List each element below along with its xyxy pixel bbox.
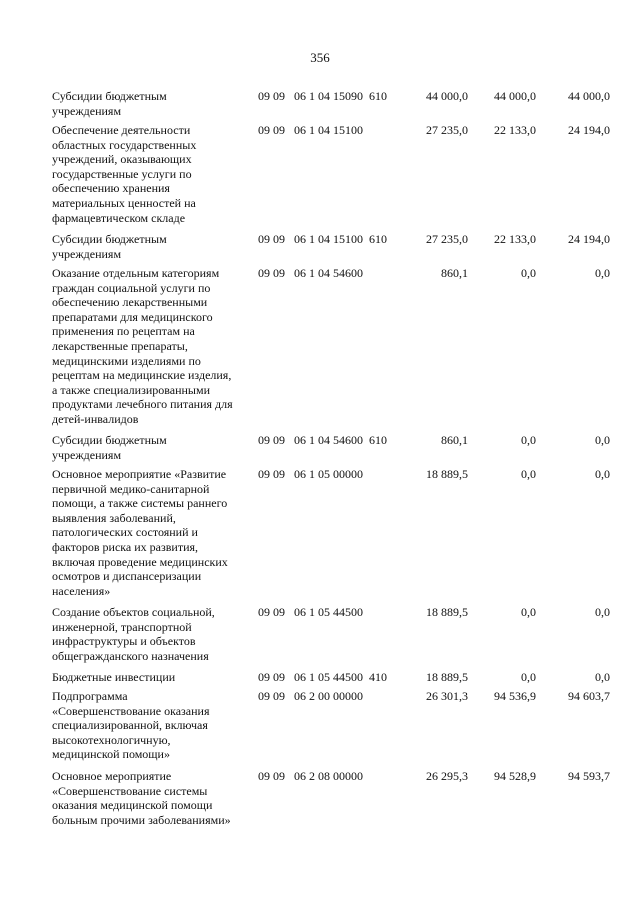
row-value-2: 0,0 bbox=[521, 467, 536, 481]
row-name: Основное мероприятие «Развитие первичной медико-санитарной помощи, а также системы раннего выявления заболеваний, патологических состояний и факторов риска их развития, включая проведение медицинских осмотров и диспансеризации населения» bbox=[52, 467, 228, 598]
row-value-2: 22 133,0 bbox=[494, 232, 536, 246]
page-number: 356 bbox=[310, 50, 330, 65]
row-value-2: 0,0 bbox=[521, 605, 536, 619]
row-value-3: 94 603,7 bbox=[568, 689, 610, 703]
row-name: Субсидии бюджетным учреждениям bbox=[52, 232, 167, 261]
row-value-3: 0,0 bbox=[595, 467, 610, 481]
row-value-1: 27 235,0 bbox=[426, 123, 468, 137]
row-value-1: 18 889,5 bbox=[426, 605, 468, 619]
row-value-1: 44 000,0 bbox=[426, 89, 468, 103]
row-value-3: 0,0 bbox=[595, 605, 610, 619]
row-name: Основное мероприятие «Совершенствование системы оказания медицинской помощи больным прочими заболеваниями» bbox=[52, 769, 231, 827]
row-name: Субсидии бюджетным учреждениям bbox=[52, 89, 167, 118]
row-name: Бюджетные инвестиции bbox=[52, 670, 176, 684]
row-value-3: 94 593,7 bbox=[568, 769, 610, 783]
row-code: 09 09 06 2 00 00000 bbox=[258, 689, 363, 703]
row-name: Создание объектов социальной, инженерной, транспортной инфраструктуры и объектов общегражданского назначения bbox=[52, 605, 215, 663]
row-code: 09 09 06 1 04 15090 610 bbox=[258, 89, 387, 103]
row-value-2: 0,0 bbox=[521, 266, 536, 280]
row-value-3: 0,0 bbox=[595, 670, 610, 684]
row-code: 09 09 06 1 04 54600 bbox=[258, 266, 363, 280]
row-code: 09 09 06 1 05 44500 410 bbox=[258, 670, 387, 684]
row-value-1: 860,1 bbox=[441, 433, 468, 447]
row-code: 09 09 06 1 04 54600 610 bbox=[258, 433, 387, 447]
row-value-3: 0,0 bbox=[595, 266, 610, 280]
row-value-1: 18 889,5 bbox=[426, 467, 468, 481]
row-value-1: 26 301,3 bbox=[426, 689, 468, 703]
row-value-3: 24 194,0 bbox=[568, 232, 610, 246]
row-code: 09 09 06 1 05 00000 bbox=[258, 467, 363, 481]
row-value-1: 26 295,3 bbox=[426, 769, 468, 783]
row-value-3: 44 000,0 bbox=[568, 89, 610, 103]
row-value-2: 94 528,9 bbox=[494, 769, 536, 783]
row-name: Обеспечение деятельности областных государственных учреждений, оказывающих государственные услуги по обеспечению хранения материальных ценностей на фармацевтическом складе bbox=[52, 123, 197, 225]
row-value-1: 860,1 bbox=[441, 266, 468, 280]
row-name: Субсидии бюджетным учреждениям bbox=[52, 433, 167, 462]
row-value-3: 24 194,0 bbox=[568, 123, 610, 137]
row-value-2: 22 133,0 bbox=[494, 123, 536, 137]
row-name: Оказание отдельным категориям граждан социальной услуги по обеспечению лекарственными препаратами для медицинского применения по рецептам на лекарственные препараты, медицинскими изделиями по рецептам на медицинские изделия, а также специализированными продуктами лечебного питания для детей-инвалидов bbox=[52, 266, 233, 426]
row-code: 09 09 06 1 04 15100 610 bbox=[258, 232, 387, 246]
row-name: Подпрограмма «Совершенствование оказания специализированной, включая высокотехнологичную, медицинской помощи» bbox=[52, 689, 210, 762]
row-value-3: 0,0 bbox=[595, 433, 610, 447]
row-value-2: 0,0 bbox=[521, 433, 536, 447]
row-value-2: 44 000,0 bbox=[494, 89, 536, 103]
row-value-2: 0,0 bbox=[521, 670, 536, 684]
row-value-1: 27 235,0 bbox=[426, 232, 468, 246]
row-value-1: 18 889,5 bbox=[426, 670, 468, 684]
row-code: 09 09 06 2 08 00000 bbox=[258, 769, 363, 783]
row-code: 09 09 06 1 04 15100 bbox=[258, 123, 363, 137]
row-value-2: 94 536,9 bbox=[494, 689, 536, 703]
row-code: 09 09 06 1 05 44500 bbox=[258, 605, 363, 619]
